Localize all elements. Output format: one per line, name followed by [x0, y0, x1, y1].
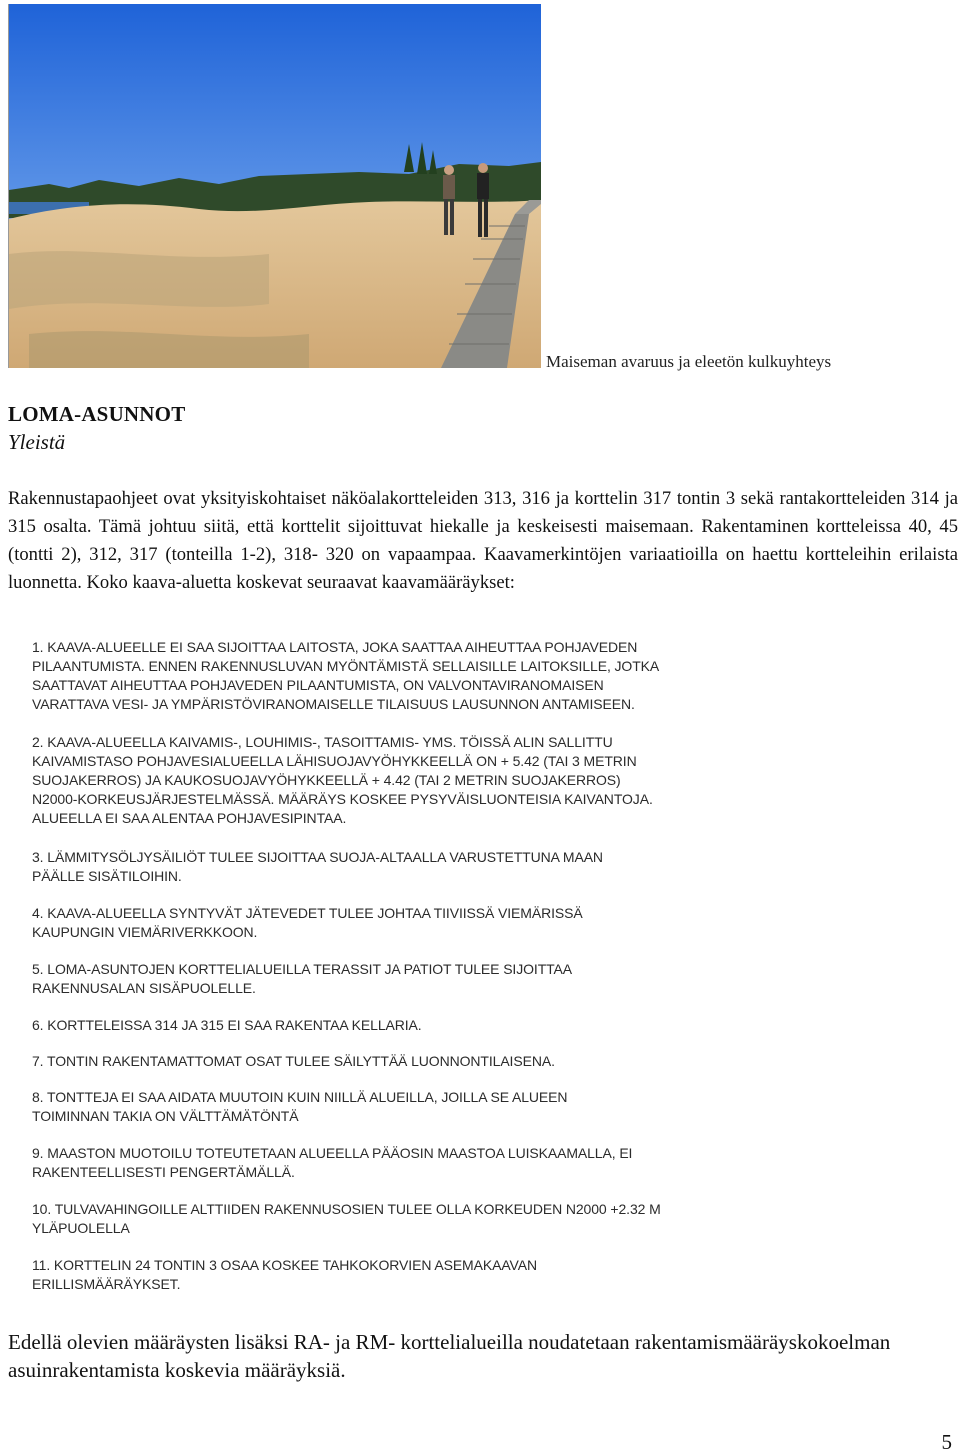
- regulation-line: 9. MAASTON MUOTOILU TOTEUTETAAN ALUEELLA PÄÄOSIN MAASTOA LUISKAAMALLA, EI: [32, 1145, 633, 1161]
- regulation-line: 8. TONTTEJA EI SAA AIDATA MUUTOIN KUIN NIILLÄ ALUEILLA, JOILLA SE ALUEEN: [32, 1089, 568, 1105]
- regulation-line: KAIVAMISTASO POHJAVESIALUEELLA LÄHISUOJAVYÖHYKKEELLÄ ON + 5.42 (TAI 3 METRIN: [32, 753, 637, 769]
- regulation-line: 7. TONTIN RAKENTAMATTOMAT OSAT TULEE SÄILYTTÄÄ LUONNONTILAISENA.: [32, 1053, 555, 1069]
- regulation-line: YLÄPUOLELLA: [32, 1220, 130, 1236]
- regulation-item: [32, 848, 603, 886]
- regulation-item: [32, 733, 653, 828]
- regulation-item: [32, 960, 572, 998]
- regulation-line: ALUEELLA EI SAA ALENTAA POHJAVESIPINTAA.: [32, 810, 347, 826]
- regulation-item: [32, 1088, 567, 1126]
- outro-paragraph: Edellä olevien määräysten lisäksi RA- ja RM- korttelialueilla noudatetaan rakentamismääräyskokoelman asuinrakentamista koskevia määräyksiä.: [8, 1330, 891, 1382]
- regulation-line: 11. KORTTELIN 24 TONTIN 3 OSAA KOSKEE TAHKOKORVIEN ASEMAKAAVAN: [32, 1257, 537, 1273]
- regulation-line: 1. KAAVA-ALUEELLE EI SAA SIJOITTAA LAITOSTA, JOKA SAATTAA AIHEUTTAA POHJAVEDEN: [32, 639, 638, 655]
- regulation-line: SUOJAKERROS) JA KAUKOSUOJAVYÖHYKKEELLÄ + 4.42 (TAI 2 METRIN SUOJAKERROS): [32, 772, 621, 788]
- regulation-line: RAKENTEELLISESTI PENGERTÄMÄLLÄ.: [32, 1164, 295, 1180]
- regulation-line: TOIMINNAN TAKIA ON VÄLTTÄMÄTÖNTÄ: [32, 1108, 299, 1124]
- landscape-photo: [8, 4, 541, 368]
- regulation-item: [32, 638, 659, 714]
- regulation-line: 2. KAAVA-ALUEELLA KAIVAMIS-, LOUHIMIS-, TASOITTAMIS- YMS. TÖISSÄ ALIN SALLITTU: [32, 734, 613, 750]
- regulation-line: VARATTAVA VESI- JA YMPÄRISTÖVIRANOMAISELLE TILAISUUS LAUSUNNON ANTAMISEEN.: [32, 696, 635, 712]
- section-subheading: Yleistä: [8, 430, 66, 454]
- regulation-line: PILAANTUMISTA. ENNEN RAKENNUSLUVAN MYÖNTÄMISTÄ SELLAISILLE LAITOKSILLE, JOTKA: [32, 658, 660, 674]
- landscape-photo-icon: [9, 4, 541, 368]
- photo-caption: Maiseman avaruus ja eleetön kulkuyhteys: [546, 352, 832, 371]
- regulation-item: [32, 1052, 555, 1071]
- regulation-line: PÄÄLLE SISÄTILOIHIN.: [32, 868, 182, 884]
- regulation-line: RAKENNUSALAN SISÄPUOLELLE.: [32, 980, 256, 996]
- intro-paragraph: Rakennustapaohjeet ovat yksityiskohtaiset näköalakortteleiden 313, 316 ja korttelin 317 tontin 3 sekä rantakortteleiden 314 ja 315 osalta. Tämä johtuu siitä, että korttelit sijoittuvat hiekalle ja keskeisesti maisemaan. Rakentaminen kortteleissa 40, 45 (tontti 2), 312, 317 (tonteilla 1-2), 318- 320 on vapaampaa. Kaavamerkintöjen variaatioilla on haettu kortteleihin erilaista luonnetta. Koko kaava-aluetta koskevat seuraavat kaavamääräykset:: [8, 488, 958, 593]
- regulation-line: N2000-KORKEUSJÄRJESTELMÄSSÄ. MÄÄRÄYS KOSKEE PYSYVÄISLUONTEISIA KAIVANTOJA.: [32, 791, 653, 807]
- regulation-line: 5. LOMA-ASUNTOJEN KORTTELIALUEILLA TERASSIT JA PATIOT TULEE SIJOITTAA: [32, 961, 573, 977]
- regulation-line: 4. KAAVA-ALUEELLA SYNTYVÄT JÄTEVEDET TULEE JOHTAA TIIVIISSÄ VIEMÄRISSÄ: [32, 905, 583, 921]
- regulation-item: [32, 904, 583, 942]
- regulation-line: 10. TULVAVAHINGOILLE ALTTIIDEN RAKENNUSOSIEN TULEE OLLA KORKEUDEN N2000 +2.32 M: [32, 1201, 661, 1217]
- regulation-item: [32, 1144, 632, 1182]
- section-heading: LOMA-ASUNNOT: [8, 402, 186, 426]
- regulation-line: ERILLISMÄÄRÄYKSET.: [32, 1276, 181, 1292]
- regulation-line: KAUPUNGIN VIEMÄRIVERKKOON.: [32, 924, 258, 940]
- regulation-item: [32, 1200, 661, 1238]
- regulation-item: [32, 1256, 537, 1294]
- page-number: 5: [941, 1430, 952, 1454]
- regulation-line: SAATTAVAT AIHEUTTAA POHJAVEDEN PILAANTUMISTA, ON VALVONTAVIRANOMAISEN: [32, 677, 604, 693]
- regulation-item: [32, 1016, 422, 1035]
- regulation-line: 6. KORTTELEISSA 314 JA 315 EI SAA RAKENTAA KELLARIA.: [32, 1017, 422, 1033]
- regulation-line: 3. LÄMMITYSÖLJYSÄILIÖT TULEE SIJOITTAA SUOJA-ALTAALLA VARUSTETTUNA MAAN: [32, 849, 603, 865]
